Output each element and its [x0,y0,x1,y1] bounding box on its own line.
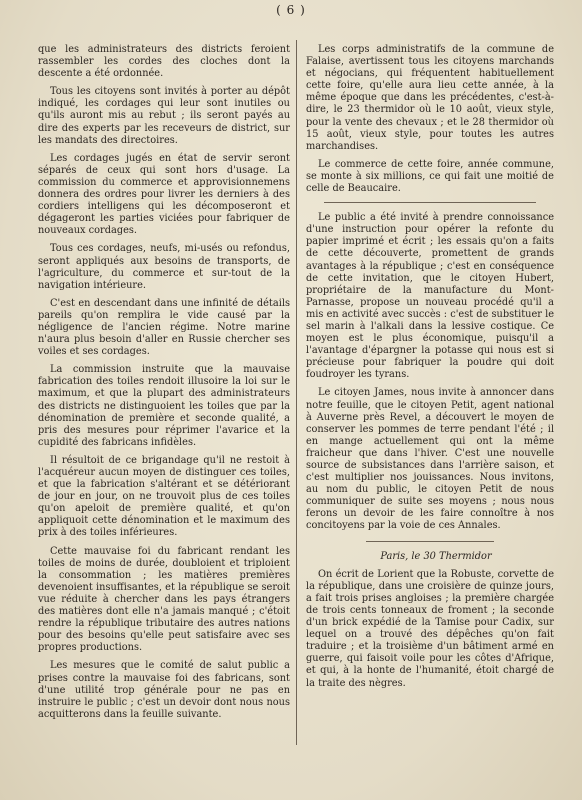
paragraph: Le citoyen James, nous invite à annoncer dans notre feuille, que le citoyen Petit, agent national à Auverne près Revel, a découvert le moyen de conserver les pommes de terre pendant l'été ; il en mange actuellement qui ont la même fraicheur que dans l'hiver. C'est une nouvelle source de subsistances dans l'arrière saison, et c'est multiplier nos jouissances. Nous invitons, au nom du public, le citoyen Petit de nous communiquer de suite ses moyens ; nous nous ferons un devoir de les faire connoître à nos concitoyens par la voie de ces Annales. [306,387,554,532]
paragraph: On écrit de Lorient que la Robuste, corvette de la république, dans une croisière de quinze jours, a fait trois prises angloises ; la première chargée de trois cents tonneaux de froment ; la seconde d'un brick expédié de la Tamise pour Cadix, sur lequel on a trouvé des dépêches qu'on fait traduire ; et la troisième d'un bâtiment armé en guerre, qui faisoit voile pour les côtes d'Afrique, et qui, à la honte de l'humanité, étoit chargé de la traite des nègres. [306,568,554,689]
paragraph: Cette mauvaise foi du fabricant rendant les toiles de moins de durée, doubloient et triploient la consommation ; les matières premières devenoient insuffisantes, et la république se seroit vue réduite à chercher dans les pays étrangers des matières dont elle n'a jamais manqué ; c'étoit rendre la république tributaire des autres nations pour des besoins qu'elle peut satisfaire avec ses propres productions. [38,545,290,654]
paragraph: Tous ces cordages, neufs, mi-usés ou refondus, seront appliqués aux besoins de transports, de l'agriculture, du commerce et sur-tout de la navigation intérieure. [38,243,290,291]
paragraph: que les administrateurs des districts feroient rassembler les cordes des cloches dont la descente a été ordonnée. [38,44,290,80]
left-column [38,44,290,727]
paragraph: La commission instruite que la mauvaise fabrication des toiles rendoit illusoire la loi sur le maximum, et que la plupart des administrateurs des districts ne distinguoient les toiles que par la dénomination de première et seconde qualité, a pris des mesures pour réprimer l'avarice et la cupidité des fabricans infidèles. [38,364,290,448]
paragraph: Les corps administratifs de la commune de Falaise, avertissent tous les citoyens marchands et négocians, qui fréquentent habituellement cette foire, qu'elle aura lieu cette année, à la même époque que dans les précédentes, c'est-à-dire, le 23 thermidor où le 10 août, vieux style, pour la vente des chevaux ; et le 28 thermidor où 15 août, vieux style, pour toutes les autres marchandises. [306,44,554,152]
paragraph: Les cordages jugés en état de servir seront séparés de ceux qui sont hors d'usage. La commission du commerce et approvisionnemens donnera des ordres pour livrer les derniers à des cordiers intelligens qui les décomposeront et dégageront les parties viciées pour fabriquer de nouveaux cordages. [38,152,290,237]
paragraph: Les mesures que le comité de salut public a prises contre la mauvaise foi des fabricans, sont d'une utilité trop générale pour ne pas en instruire le public ; c'est un devoir dont nous nous acquitterons dans la feuille suivante. [38,660,290,720]
dateline: Paris, le 30 Thermidor [380,550,492,562]
section-rule [366,541,494,542]
paragraph: Tous les citoyens sont invités à porter au dépôt indiqué, les cordages qui leur sont inutiles ou qu'ils auront mis au rebut ; ils seront payés au dire des experts par les receveurs de district, sur les mandats des directoires. [38,86,290,146]
paragraph: Le public a été invité à prendre connoissance d'une instruction pour opérer la refonte du papier imprimé et écrit ; les essais qu'on a faits de cette découverte, promettent de grands avantages à la république ; c'est en conséquence de cette invitation, que le citoyen Hubert, propriétaire de la manufacture du Mont-Parnasse, propose un nouveau procédé qu'il a mis en activité avec succès : c'est de substituer le sel marin à l'alkali dans la lessive costique. Ce moyen est le plus économique, puisqu'il a l'avantage d'épargner la potasse qui nous est si précieuse pour fabriquer la poudre qui doit foudroyer les tyrans. [306,212,554,381]
section-rule [324,202,536,203]
paragraph: Il résultoit de ce brigandage qu'il ne restoit à l'acquéreur aucun moyen de distinguer ces toiles, et que la fabrication s'altérant et se détériorant de jour en jour, on ne trouvoit plus de ces toiles qu'on apeloit de première qualité, et qu'on appliquoit cette dénomination et le maximum des prix à des toiles inférieures. [38,454,290,539]
right-column [306,44,554,696]
paragraph: Le commerce de cette foire, année commune, se monte à six millions, ce qui fait une moitié de celle de Beaucaire. [306,158,554,195]
column-divider [296,40,297,745]
paragraph: C'est en descendant dans une infinité de détails pareils qu'on remplira le vide causé par la négligence de l'ancien régime. Notre marine n'aura plus besoin d'aller en Russie chercher ses voiles et ses cordages. [38,297,290,358]
page-number: ( 6 ) [276,3,306,17]
